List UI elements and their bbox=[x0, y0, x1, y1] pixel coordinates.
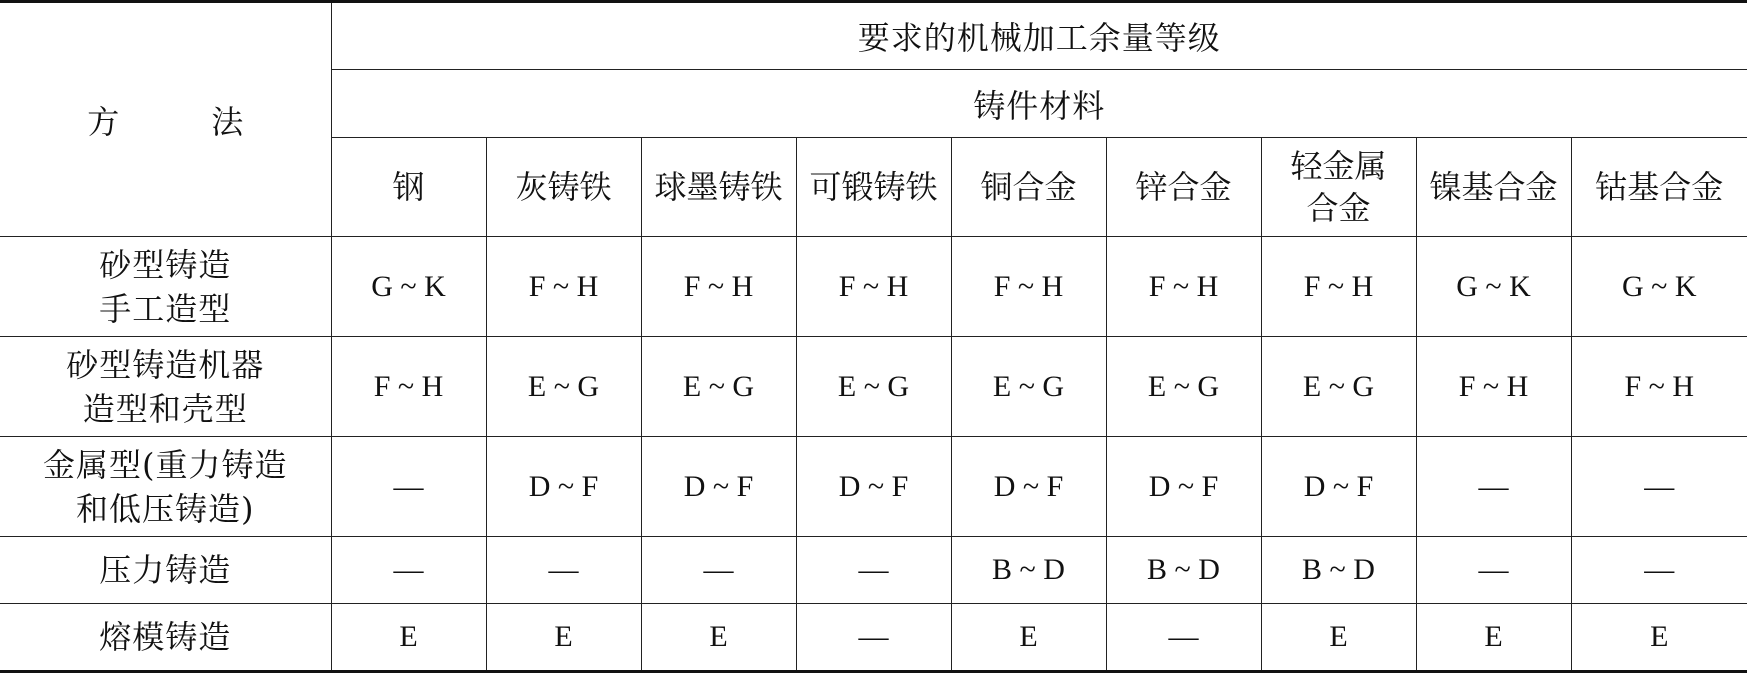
not-applicable-dash: — bbox=[1478, 469, 1509, 503]
grade-cell bbox=[1571, 237, 1747, 337]
grade-cell bbox=[796, 604, 951, 672]
grade-cell bbox=[796, 437, 951, 537]
grade-cell bbox=[1106, 237, 1261, 337]
not-applicable-dash: — bbox=[1644, 469, 1675, 503]
not-applicable-dash: — bbox=[858, 620, 889, 653]
method-cell bbox=[0, 437, 331, 537]
grade-value: F ~ H bbox=[1624, 369, 1695, 403]
grade-cell bbox=[1571, 537, 1747, 604]
material-header-cell bbox=[951, 138, 1106, 237]
not-applicable-dash: — bbox=[393, 469, 424, 503]
grade-value: E bbox=[1484, 620, 1503, 653]
method-label: 金属型(重力铸造 和低压铸造) bbox=[43, 445, 288, 528]
grade-value: G ~ K bbox=[371, 269, 446, 303]
grade-cell bbox=[641, 437, 796, 537]
grade-value: D ~ F bbox=[1303, 469, 1374, 503]
material-header-label: 轻金属 合金 bbox=[1290, 147, 1387, 227]
grade-value: F ~ H bbox=[683, 269, 754, 303]
grade-cell bbox=[1261, 237, 1416, 337]
grade-value: G ~ K bbox=[1456, 269, 1531, 303]
method-header-char-1: 方 bbox=[87, 102, 120, 141]
grade-value: F ~ H bbox=[373, 369, 444, 403]
material-header-cell bbox=[1416, 138, 1571, 237]
grade-cell bbox=[486, 437, 641, 537]
grade-cell bbox=[486, 337, 641, 437]
grade-cell bbox=[796, 337, 951, 437]
grade-cell bbox=[641, 337, 796, 437]
grade-value: E bbox=[1019, 620, 1038, 653]
grade-cell bbox=[1106, 604, 1261, 672]
material-header-cell bbox=[486, 138, 641, 237]
material-header-label: 铜合金 bbox=[980, 168, 1077, 206]
method-cell bbox=[0, 537, 331, 604]
grade-cell bbox=[1571, 437, 1747, 537]
grade-cell bbox=[951, 437, 1106, 537]
grade-cell bbox=[1571, 604, 1747, 672]
grade-value: F ~ H bbox=[1458, 369, 1529, 403]
grade-cell bbox=[486, 604, 641, 672]
grade-cell bbox=[1416, 337, 1571, 437]
grade-cell bbox=[1416, 237, 1571, 337]
grade-cell bbox=[331, 437, 486, 537]
method-header-cell bbox=[0, 2, 331, 237]
grade-title-cell bbox=[331, 2, 1747, 70]
grade-cell bbox=[1261, 537, 1416, 604]
grade-cell bbox=[1261, 437, 1416, 537]
not-applicable-dash: — bbox=[703, 553, 734, 586]
grade-cell bbox=[331, 537, 486, 604]
grade-cell bbox=[796, 237, 951, 337]
grade-cell bbox=[1416, 537, 1571, 604]
material-header-cell bbox=[331, 138, 486, 237]
grade-cell bbox=[486, 537, 641, 604]
material-header-label: 钢 bbox=[392, 168, 425, 206]
grade-value: E bbox=[709, 620, 728, 653]
grade-cell bbox=[641, 604, 796, 672]
grade-value: E ~ G bbox=[992, 369, 1065, 403]
grade-value: D ~ F bbox=[528, 469, 599, 503]
grade-cell bbox=[331, 237, 486, 337]
table-row bbox=[0, 437, 1747, 537]
grade-cell bbox=[1261, 337, 1416, 437]
table-row bbox=[0, 237, 1747, 337]
grade-cell bbox=[951, 604, 1106, 672]
material-header-cell bbox=[1261, 138, 1416, 237]
method-cell bbox=[0, 337, 331, 437]
method-label: 压力铸造 bbox=[99, 551, 232, 589]
grade-value: F ~ H bbox=[1303, 269, 1374, 303]
grade-value: E ~ G bbox=[682, 369, 755, 403]
grade-cell bbox=[1416, 437, 1571, 537]
grade-cell bbox=[486, 237, 641, 337]
method-label: 熔模铸造 bbox=[99, 618, 232, 656]
material-header-label: 球墨铸铁 bbox=[654, 168, 783, 206]
grade-cell bbox=[1416, 604, 1571, 672]
grade-value: F ~ H bbox=[1148, 269, 1219, 303]
grade-cell bbox=[1106, 537, 1261, 604]
not-applicable-dash: — bbox=[393, 553, 424, 586]
grade-value: E bbox=[1329, 620, 1348, 653]
grade-value: E bbox=[554, 620, 573, 653]
grade-cell bbox=[951, 337, 1106, 437]
material-title: 铸件材料 bbox=[973, 86, 1106, 125]
material-title-cell bbox=[331, 70, 1747, 138]
grade-value: G ~ K bbox=[1621, 269, 1697, 303]
not-applicable-dash: — bbox=[1644, 553, 1675, 586]
grade-value: B ~ D bbox=[992, 553, 1065, 586]
method-header-char-2: 法 bbox=[211, 102, 244, 141]
grade-cell bbox=[1571, 337, 1747, 437]
grade-value: D ~ F bbox=[838, 469, 909, 503]
grade-cell bbox=[1106, 437, 1261, 537]
grade-value: F ~ H bbox=[838, 269, 909, 303]
grade-cell bbox=[1261, 604, 1416, 672]
method-label: 砂型铸造机器 造型和壳型 bbox=[66, 345, 265, 428]
material-header-label: 钴基合金 bbox=[1595, 168, 1724, 206]
table-body bbox=[0, 237, 1747, 672]
grade-value: D ~ F bbox=[683, 469, 754, 503]
method-cell bbox=[0, 237, 331, 337]
material-header-label: 可锻铸铁 bbox=[809, 168, 938, 206]
not-applicable-dash: — bbox=[1168, 620, 1199, 653]
grade-value: E bbox=[1650, 620, 1669, 653]
material-header-cell bbox=[1571, 138, 1747, 237]
grade-value: F ~ H bbox=[993, 269, 1064, 303]
material-header-label: 镍基合金 bbox=[1429, 168, 1558, 206]
material-header-cell bbox=[796, 138, 951, 237]
header-row-grade bbox=[0, 2, 1747, 70]
grade-cell bbox=[641, 237, 796, 337]
material-header-cell bbox=[1106, 138, 1261, 237]
grade-cell bbox=[331, 337, 486, 437]
grade-value: F ~ H bbox=[528, 269, 599, 303]
method-label: 砂型铸造 手工造型 bbox=[99, 245, 232, 328]
grade-title: 要求的机械加工余量等级 bbox=[857, 19, 1221, 57]
grade-cell bbox=[951, 237, 1106, 337]
not-applicable-dash: — bbox=[858, 553, 889, 586]
not-applicable-dash: — bbox=[548, 553, 579, 586]
grade-value: E ~ G bbox=[1302, 369, 1375, 403]
grade-cell bbox=[641, 537, 796, 604]
table-row bbox=[0, 337, 1747, 437]
table-row bbox=[0, 604, 1747, 672]
grade-value: E bbox=[399, 620, 418, 653]
grade-value: E ~ G bbox=[1147, 369, 1220, 403]
grade-value: E ~ G bbox=[527, 369, 600, 403]
grade-value: B ~ D bbox=[1147, 553, 1220, 586]
grade-cell bbox=[951, 537, 1106, 604]
method-cell bbox=[0, 604, 331, 672]
grade-cell bbox=[331, 604, 486, 672]
grade-value: D ~ F bbox=[1148, 469, 1219, 503]
grade-value: E ~ G bbox=[837, 369, 910, 403]
not-applicable-dash: — bbox=[1478, 553, 1509, 586]
material-header-label: 锌合金 bbox=[1135, 168, 1232, 206]
material-header-cell bbox=[641, 138, 796, 237]
grade-value: D ~ F bbox=[993, 469, 1064, 503]
grade-cell bbox=[1106, 337, 1261, 437]
table-row bbox=[0, 537, 1747, 604]
grade-value: B ~ D bbox=[1302, 553, 1375, 586]
material-header-label: 灰铸铁 bbox=[515, 168, 612, 206]
grade-cell bbox=[796, 537, 951, 604]
